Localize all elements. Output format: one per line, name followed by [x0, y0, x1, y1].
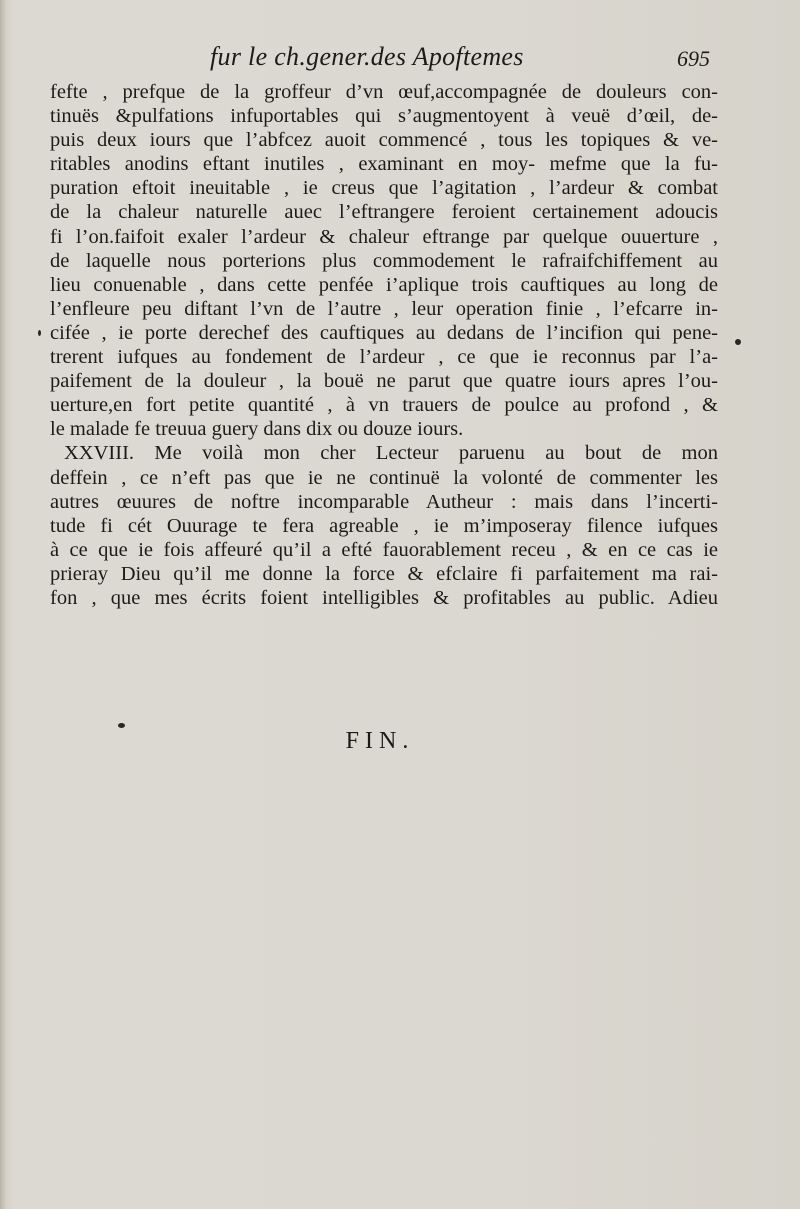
text-line: l’enfleure peu diftant l’vn de l’autre , leur operation finie , l’efcarre in- [50, 297, 718, 320]
ink-speck [38, 330, 41, 336]
text-line: fon , que mes écrits foient intelligibles & profitables au public. Adieu [50, 586, 718, 609]
body-text [50, 80, 718, 610]
page-gutter [0, 0, 6, 1209]
text-line: XXVIII. Me voilà mon cher Lecteur paruenu au bout de mon [64, 442, 718, 465]
text-line: cifée , ie porte derechef des cauftiques au dedans de l’incifion qui pene- [50, 321, 718, 344]
ink-speck [118, 723, 125, 728]
text-line: prieray Dieu qu’il me donne la force & efclaire fi parfaitement ma rai- [50, 562, 718, 585]
text-line: à ce que ie fois affeuré qu’il a efté fauorablement receu , & en ce cas ie [50, 538, 718, 561]
page-number: 695 [677, 46, 710, 71]
text-line: autres œuures de noftre incomparable Autheur : mais dans l’incerti- [50, 490, 718, 513]
text-line: tude fi cét Ouurage te fera agreable , ie m’imposeray filence iufques [50, 514, 718, 537]
text-line: deffein , ce n’eft pas que ie ne continuë la volonté de commenter les [50, 466, 718, 489]
text-line: de la chaleur naturelle auec l’eftrangere feroient certainement adoucis [50, 201, 718, 224]
closing-fin: FIN. [345, 728, 415, 754]
running-title: fur le ch.gener.des Apoftemes [210, 42, 524, 71]
running-head [210, 42, 710, 82]
text-line: paifement de la douleur , la bouë ne parut que quatre iours apres l’ou- [50, 370, 718, 393]
text-line: puis deux iours que l’abfcez auoit commencé , tous les topiques & ve- [50, 129, 718, 152]
text-line: ritables anodins eftant inutiles , examinant en moy- mefme que la fu- [50, 153, 718, 176]
text-line: uerture,en fort petite quantité , à vn trauers de poulce au profond , & [50, 394, 718, 417]
text-line: le malade fe treuua guery dans dix ou douze iours. [50, 418, 464, 441]
text-line: fefte , prefque de la groffeur d’vn œuf,accompagnée de douleurs con- [50, 81, 718, 103]
text-line: trerent iufques au fondement de l’ardeur , ce que ie reconnus par l’a- [50, 346, 718, 369]
text-line: de laquelle nous porterions plus commodement le rafraifchiffement au [50, 249, 718, 272]
ink-speck [735, 339, 741, 345]
text-line: tinuës &pulfations infuportables qui s’augmentoyent à veuë d’œil, de- [50, 105, 718, 128]
text-line: fi l’on.faifoit exaler l’ardeur & chaleur eftrange par quelque ouuerture , [50, 225, 718, 248]
text-line: puration eftoit ineuitable , ie creus que l’agitation , l’ardeur & combat [50, 177, 718, 200]
text-line: lieu conuenable , dans cette penfée i’aplique trois cauftiques au long de [50, 273, 718, 296]
